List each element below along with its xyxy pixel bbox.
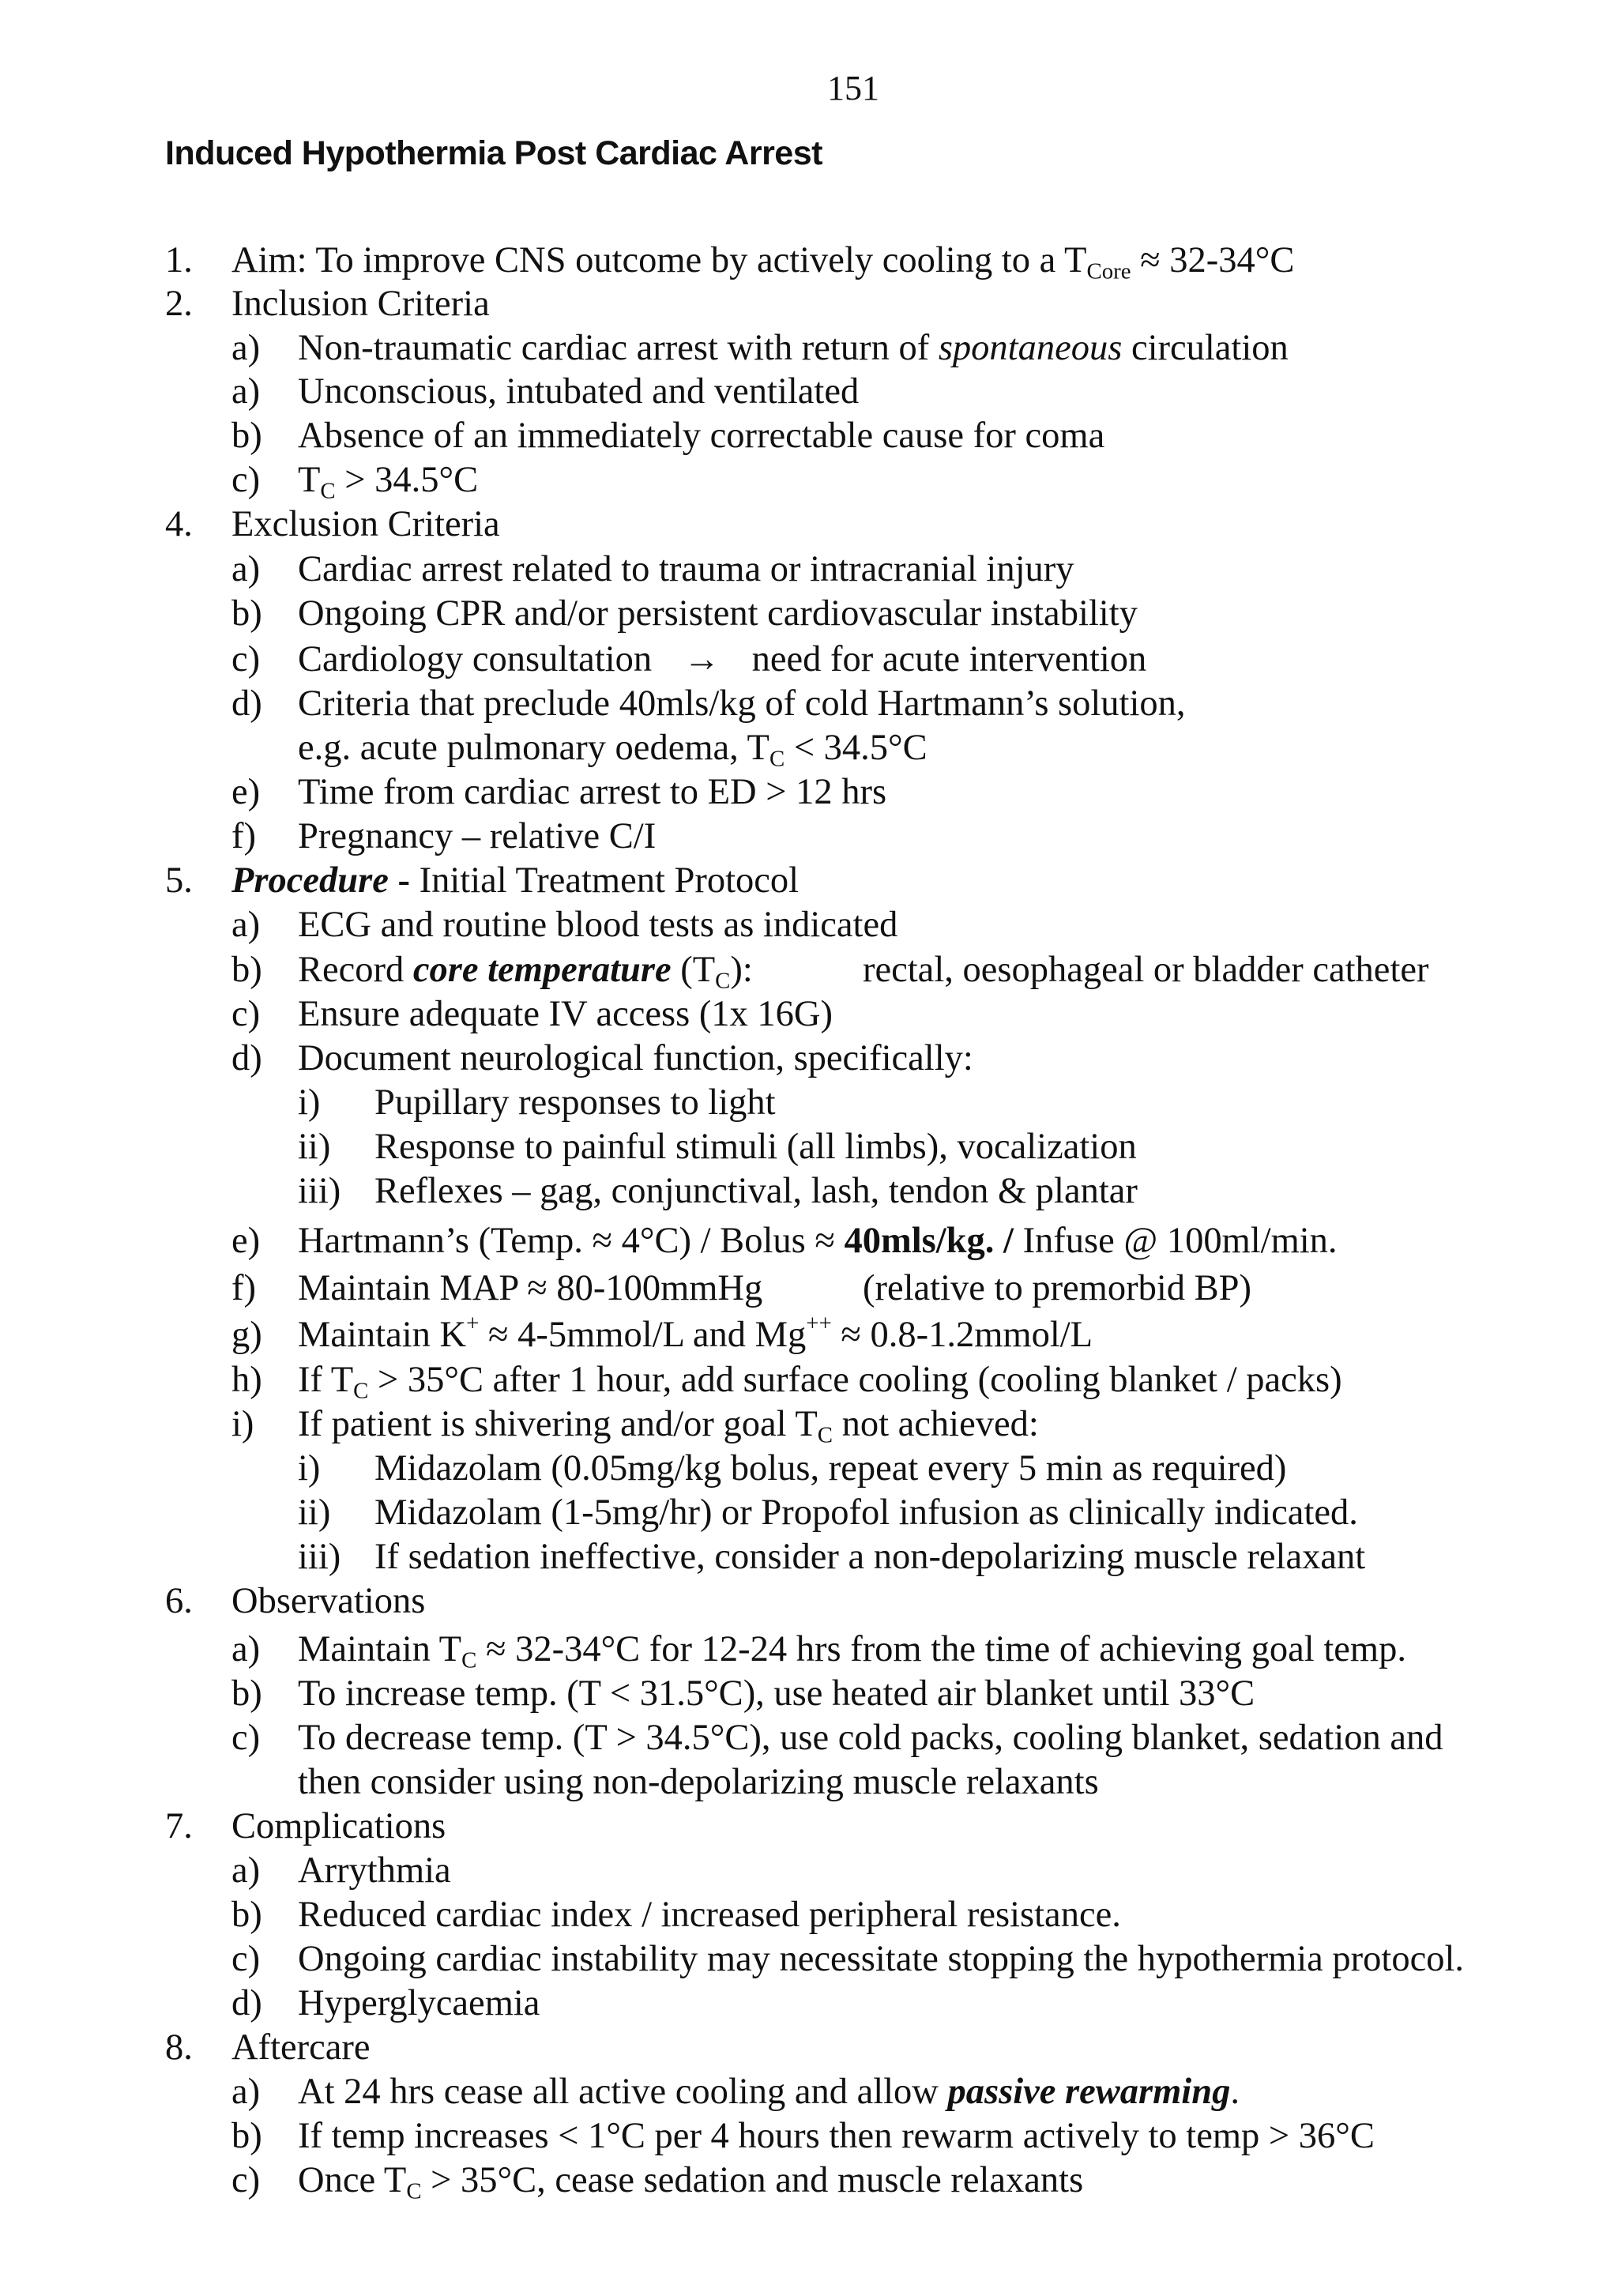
item-text-tab: (relative to premorbid BP) [863,1268,1251,1308]
item-text: $T_C > 34.5^\circ C$ [298,460,479,504]
item-text: If $T_C > 35^\circ C$ after 1 hour, add surface cooling (cooling blanket / packs) [298,1360,1342,1404]
item-text: Pupillary responses to light [374,1082,776,1123]
item-marker: i) [298,1082,321,1123]
item-marker: c) [231,1939,261,1979]
item-marker: a) [231,1850,261,1891]
list-number: 1. [165,240,193,280]
item-marker: i) [298,1448,321,1489]
item-marker: a) [231,549,261,589]
item-marker: f) [231,816,256,856]
item-text: Response to painful stimuli (all limbs), vocalization [374,1127,1137,1167]
item-text: then consider using non-depolarizing muscle relaxants [298,1762,1099,1802]
list-number: 6. [165,1581,193,1621]
list-number: 7. [165,1806,193,1846]
item-text: Reduced cardiac index / increased peripheral resistance. [298,1895,1121,1935]
item-marker: d) [231,1038,262,1078]
item-marker: b) [231,416,262,456]
item-marker: a) [231,371,261,412]
section-heading: Exclusion Criteria [231,504,500,544]
item-text: Document neurological function, specifically: [298,1038,973,1078]
list-number: 4. [165,504,193,544]
item-marker: a) [231,1629,261,1669]
item-marker: b) [231,1895,262,1935]
item-text-tab: rectal, oesophageal or bladder catheter [863,950,1429,990]
item-text: e.g. acute pulmonary oedema, $T_C < 34.5^\circ C$ [298,728,928,772]
item-marker: f) [231,1268,256,1308]
item-text: ECG and routine blood tests as indicated [298,905,898,945]
item-text: Unconscious, intubated and ventilated [298,371,860,412]
item-text: Reflexes – gag, conjunctival, lash, tendon & plantar [374,1171,1138,1211]
item-text: If patient is shivering and/or goal $T_C$ not achieved: [298,1404,1039,1448]
item-text: Hyperglycaemia [298,1983,540,2023]
item-marker: c) [231,1718,261,1758]
item-text: To increase temp. (T < 31.5°C), use heated air blanket until 33°C [298,1673,1255,1714]
item-marker: c) [231,460,261,500]
item-marker: a) [231,328,261,368]
page-number: 151 [827,69,879,107]
item-marker: d) [231,1983,262,2023]
item-text: Time from cardiac arrest to ED > 12 hrs [298,772,887,812]
section-heading: Inclusion Criteria [231,284,490,324]
item-marker: d) [231,683,262,724]
item-marker: ii) [298,1492,331,1533]
item-text: Absence of an immediately correctable cause for coma [298,416,1105,456]
section-heading: Aftercare [231,2027,371,2068]
section-heading: Complications [231,1806,446,1846]
item-marker: a) [231,2072,261,2112]
item-text: Once $T_C > 35^\circ C$, cease sedation and muscle relaxants [298,2160,1084,2204]
item-text: Arrythmia [298,1850,451,1891]
item-marker: b) [231,593,262,634]
list-number: 5. [165,860,193,901]
item-marker: c) [231,639,261,679]
item-text: Ensure adequate IV access (1x 16G) [298,994,833,1034]
item-text: Maintain K+ ≈ 4-5mmol/L and Mg++ ≈ 0.8-1.2mmol/L [298,1310,1093,1355]
item-marker: b) [231,2116,262,2156]
item-marker: b) [231,950,262,990]
section-heading: Observations [231,1581,426,1621]
item-text: Cardiology consultation → need for acute intervention [298,639,1147,679]
item-text: Midazolam (0.05mg/kg bolus, repeat every 5 min as required) [374,1448,1287,1489]
aim-text: Aim: To improve CNS outcome by actively cooling to a $T_{Core} \approx 32-34^\circ C$ [231,240,1295,284]
item-marker: g) [231,1315,262,1355]
item-marker: c) [231,994,261,1034]
item-marker: iii) [298,1171,341,1211]
item-text: If sedation ineffective, consider a non-depolarizing muscle relaxant [374,1537,1366,1577]
item-text: Maintain MAP ≈ 80-100mmHg [298,1268,763,1308]
list-number: 2. [165,284,193,324]
item-marker: e) [231,772,261,812]
item-text: To decrease temp. (T > 34.5°C), use cold packs, cooling blanket, sedation and [298,1718,1443,1758]
item-text: Cardiac arrest related to trauma or intracranial injury [298,549,1074,589]
item-text: Record core temperature $(T_C)$: [298,950,753,994]
item-text: Hartmann’s (Temp. ≈ 4°C) / Bolus ≈ 40mls/kg. / Infuse @ 100ml/min. [298,1221,1338,1261]
item-marker: iii) [298,1537,341,1577]
item-text: Maintain $T_C \approx 32-34^\circ C$ for 12-24 hrs from the time of achieving goal temp. [298,1629,1406,1673]
item-marker: h) [231,1360,262,1400]
page-title: Induced Hypothermia Post Cardiac Arrest [165,134,822,172]
item-text: Criteria that preclude 40mls/kg of cold Hartmann’s solution, [298,683,1186,724]
item-marker: a) [231,905,261,945]
arrow-icon: → [683,639,721,679]
item-text: Pregnancy – relative C/I [298,816,657,856]
section-heading: Procedure - Initial Treatment Protocol [231,860,800,901]
item-text: If temp increases < 1°C per 4 hours then rewarm actively to temp > 36°C [298,2116,1375,2156]
item-marker: e) [231,1221,261,1261]
item-marker: i) [231,1404,254,1444]
item-marker: b) [231,1673,262,1714]
item-marker: c) [231,2160,261,2200]
item-text: At 24 hrs cease all active cooling and allow passive rewarming. [298,2072,1240,2112]
item-text: Non-traumatic cardiac arrest with return of spontaneous circulation [298,328,1289,368]
item-marker: ii) [298,1127,331,1167]
item-text: Midazolam (1-5mg/hr) or Propofol infusion as clinically indicated. [374,1492,1358,1533]
list-number: 8. [165,2027,193,2068]
item-text: Ongoing CPR and/or persistent cardiovascular instability [298,593,1138,634]
item-text: Ongoing cardiac instability may necessitate stopping the hypothermia protocol. [298,1939,1465,1979]
